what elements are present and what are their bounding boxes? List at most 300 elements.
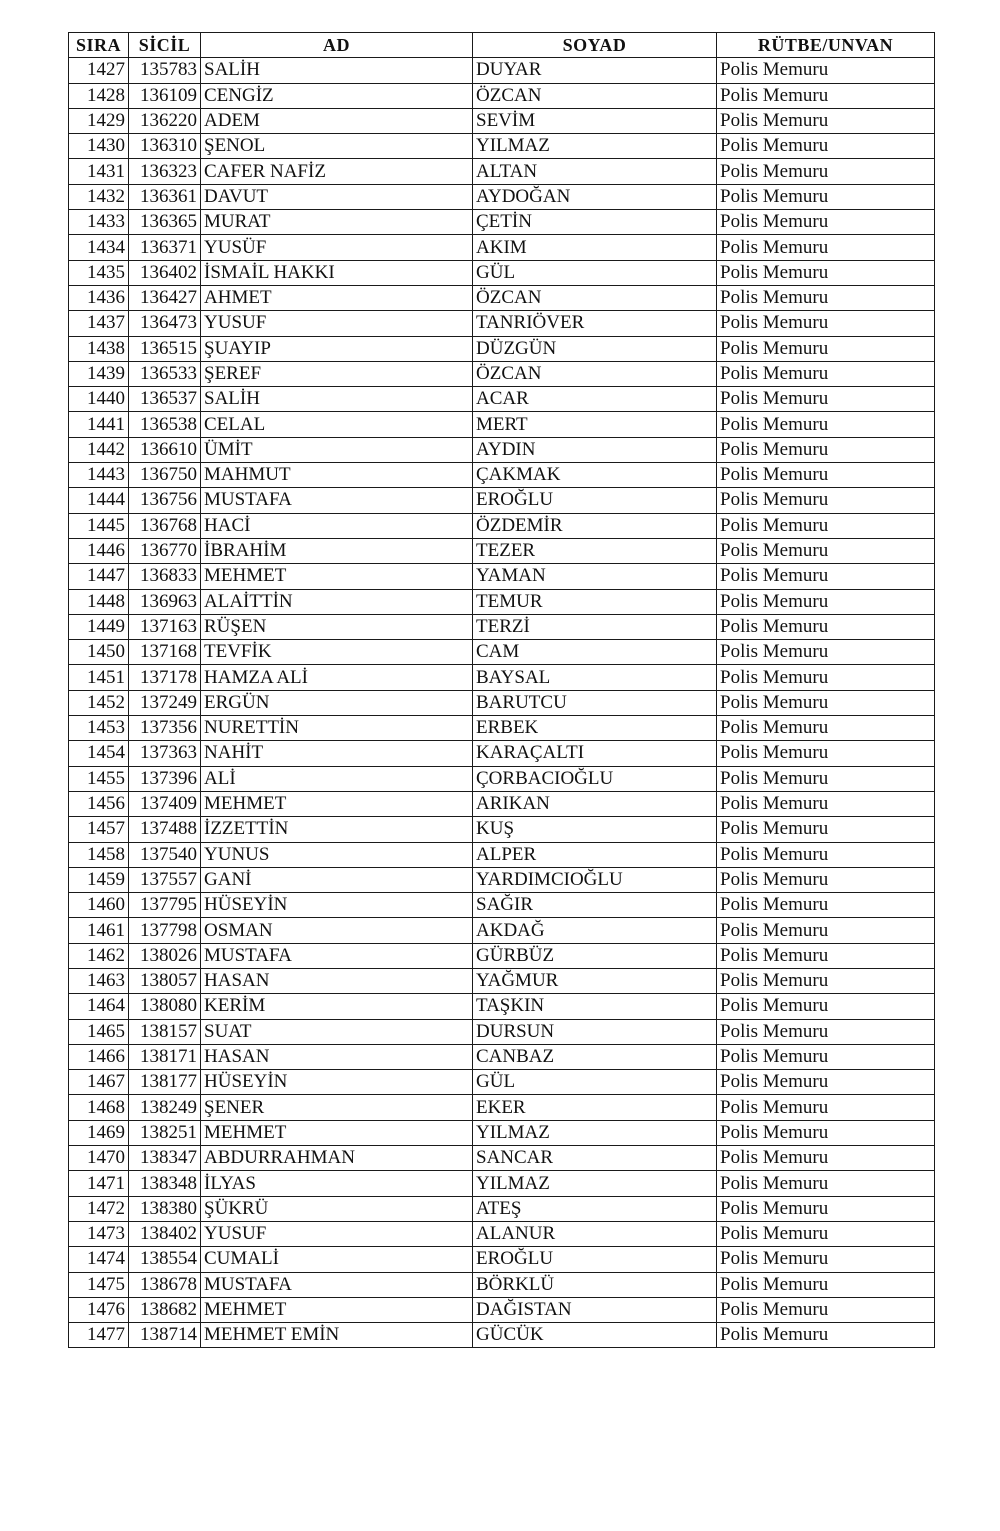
table-row [69, 690, 935, 715]
cell-soyad: SEVİM [473, 108, 717, 133]
table-body [69, 58, 935, 1348]
cell-sicil: 136538 [129, 412, 201, 437]
cell-ad: ŞEREF [201, 361, 473, 386]
table-row [69, 260, 935, 285]
cell-ad: YUSUF [201, 1221, 473, 1246]
cell-ad: YUSÜF [201, 235, 473, 260]
cell-soyad: YILMAZ [473, 1120, 717, 1145]
cell-soyad: AYDIN [473, 437, 717, 462]
table-row [69, 1196, 935, 1221]
cell-sicil: 136427 [129, 285, 201, 310]
cell-sira: 1472 [69, 1196, 129, 1221]
cell-soyad: ÖZCAN [473, 285, 717, 310]
cell-soyad: YILMAZ [473, 1171, 717, 1196]
cell-soyad: YAMAN [473, 564, 717, 589]
cell-ad: MEHMET [201, 1297, 473, 1322]
cell-soyad: SAĞIR [473, 893, 717, 918]
cell-soyad: ÖZCAN [473, 361, 717, 386]
cell-rutbe: Polis Memuru [717, 1247, 935, 1272]
cell-rutbe: Polis Memuru [717, 1019, 935, 1044]
cell-soyad: GÜL [473, 260, 717, 285]
cell-soyad: KARAÇALTI [473, 741, 717, 766]
table-row [69, 58, 935, 83]
cell-sicil: 138080 [129, 994, 201, 1019]
table-row [69, 1272, 935, 1297]
cell-soyad: ÇETİN [473, 210, 717, 235]
cell-ad: ŞENER [201, 1095, 473, 1120]
cell-ad: HACİ [201, 513, 473, 538]
cell-ad: ERGÜN [201, 690, 473, 715]
table-row [69, 83, 935, 108]
cell-ad: CAFER NAFİZ [201, 159, 473, 184]
cell-rutbe: Polis Memuru [717, 1272, 935, 1297]
cell-rutbe: Polis Memuru [717, 285, 935, 310]
cell-soyad: BAYSAL [473, 665, 717, 690]
cell-rutbe: Polis Memuru [717, 1196, 935, 1221]
cell-soyad: DÜZGÜN [473, 336, 717, 361]
cell-soyad: YARDIMCIOĞLU [473, 867, 717, 892]
cell-sicil: 138402 [129, 1221, 201, 1246]
cell-soyad: BÖRKLÜ [473, 1272, 717, 1297]
table-row [69, 159, 935, 184]
cell-sicil: 136750 [129, 463, 201, 488]
cell-ad: İSMAİL HAKKI [201, 260, 473, 285]
cell-ad: ALİ [201, 766, 473, 791]
cell-rutbe: Polis Memuru [717, 437, 935, 462]
cell-sicil: 136610 [129, 437, 201, 462]
cell-rutbe: Polis Memuru [717, 842, 935, 867]
cell-ad: SALİH [201, 58, 473, 83]
cell-soyad: TEZER [473, 538, 717, 563]
cell-sira: 1466 [69, 1044, 129, 1069]
cell-rutbe: Polis Memuru [717, 184, 935, 209]
cell-sicil: 137795 [129, 893, 201, 918]
cell-ad: HÜSEYİN [201, 893, 473, 918]
table-row [69, 943, 935, 968]
cell-rutbe: Polis Memuru [717, 134, 935, 159]
cell-sicil: 138171 [129, 1044, 201, 1069]
table-row [69, 361, 935, 386]
header-soyad: SOYAD [473, 33, 717, 58]
cell-soyad: ÖZDEMİR [473, 513, 717, 538]
table-row [69, 134, 935, 159]
cell-rutbe: Polis Memuru [717, 994, 935, 1019]
cell-ad: GANİ [201, 867, 473, 892]
cell-rutbe: Polis Memuru [717, 791, 935, 816]
cell-sicil: 138714 [129, 1323, 201, 1348]
cell-rutbe: Polis Memuru [717, 867, 935, 892]
cell-soyad: AKDAĞ [473, 918, 717, 943]
cell-sicil: 138249 [129, 1095, 201, 1120]
cell-rutbe: Polis Memuru [717, 614, 935, 639]
table-row [69, 968, 935, 993]
cell-soyad: GÜCÜK [473, 1323, 717, 1348]
cell-sicil: 138177 [129, 1070, 201, 1095]
cell-sicil: 138057 [129, 968, 201, 993]
cell-sicil: 135783 [129, 58, 201, 83]
cell-sira: 1437 [69, 311, 129, 336]
cell-sicil: 136402 [129, 260, 201, 285]
table-row [69, 437, 935, 462]
cell-ad: SUAT [201, 1019, 473, 1044]
cell-rutbe: Polis Memuru [717, 210, 935, 235]
cell-ad: KERİM [201, 994, 473, 1019]
cell-soyad: CAM [473, 640, 717, 665]
table-row [69, 665, 935, 690]
table-row [69, 1044, 935, 1069]
table-row [69, 1221, 935, 1246]
cell-rutbe: Polis Memuru [717, 387, 935, 412]
cell-sira: 1450 [69, 640, 129, 665]
cell-sira: 1439 [69, 361, 129, 386]
cell-sicil: 137396 [129, 766, 201, 791]
cell-ad: DAVUT [201, 184, 473, 209]
cell-sira: 1462 [69, 943, 129, 968]
cell-rutbe: Polis Memuru [717, 488, 935, 513]
cell-soyad: ALANUR [473, 1221, 717, 1246]
cell-rutbe: Polis Memuru [717, 968, 935, 993]
cell-sicil: 136537 [129, 387, 201, 412]
cell-ad: HASAN [201, 1044, 473, 1069]
cell-soyad: GÜRBÜZ [473, 943, 717, 968]
cell-sira: 1432 [69, 184, 129, 209]
cell-ad: MUSTAFA [201, 488, 473, 513]
table-row [69, 1095, 935, 1120]
cell-ad: ABDURRAHMAN [201, 1146, 473, 1171]
cell-rutbe: Polis Memuru [717, 690, 935, 715]
cell-soyad: ÇAKMAK [473, 463, 717, 488]
cell-sira: 1452 [69, 690, 129, 715]
cell-soyad: EROĞLU [473, 488, 717, 513]
cell-ad: ŞUAYIP [201, 336, 473, 361]
cell-soyad: SANCAR [473, 1146, 717, 1171]
cell-rutbe: Polis Memuru [717, 640, 935, 665]
table-row [69, 842, 935, 867]
cell-sira: 1474 [69, 1247, 129, 1272]
table-row [69, 791, 935, 816]
cell-sicil: 137249 [129, 690, 201, 715]
cell-soyad: ARIKAN [473, 791, 717, 816]
cell-ad: MEHMET [201, 564, 473, 589]
table-row [69, 235, 935, 260]
cell-rutbe: Polis Memuru [717, 1297, 935, 1322]
cell-sicil: 138554 [129, 1247, 201, 1272]
cell-sira: 1470 [69, 1146, 129, 1171]
cell-sira: 1455 [69, 766, 129, 791]
cell-soyad: TAŞKIN [473, 994, 717, 1019]
cell-rutbe: Polis Memuru [717, 336, 935, 361]
cell-ad: MEHMET EMİN [201, 1323, 473, 1348]
table-row [69, 614, 935, 639]
cell-sira: 1429 [69, 108, 129, 133]
cell-soyad: ALTAN [473, 159, 717, 184]
cell-ad: MURAT [201, 210, 473, 235]
table-row [69, 184, 935, 209]
cell-rutbe: Polis Memuru [717, 463, 935, 488]
cell-ad: İBRAHİM [201, 538, 473, 563]
cell-sira: 1473 [69, 1221, 129, 1246]
cell-rutbe: Polis Memuru [717, 716, 935, 741]
cell-sicil: 138682 [129, 1297, 201, 1322]
cell-rutbe: Polis Memuru [717, 1171, 935, 1196]
table-row [69, 513, 935, 538]
cell-ad: MEHMET [201, 791, 473, 816]
cell-sira: 1469 [69, 1120, 129, 1145]
table-row [69, 1247, 935, 1272]
table-row [69, 766, 935, 791]
cell-soyad: TANRIÖVER [473, 311, 717, 336]
cell-sicil: 137409 [129, 791, 201, 816]
cell-ad: SALİH [201, 387, 473, 412]
cell-sira: 1465 [69, 1019, 129, 1044]
cell-sira: 1458 [69, 842, 129, 867]
table-row [69, 716, 935, 741]
cell-ad: CELAL [201, 412, 473, 437]
cell-ad: MEHMET [201, 1120, 473, 1145]
cell-rutbe: Polis Memuru [717, 83, 935, 108]
cell-sicil: 136533 [129, 361, 201, 386]
cell-sicil: 136756 [129, 488, 201, 513]
cell-soyad: GÜL [473, 1070, 717, 1095]
table-row [69, 311, 935, 336]
cell-sicil: 138348 [129, 1171, 201, 1196]
cell-sicil: 137168 [129, 640, 201, 665]
cell-sicil: 136109 [129, 83, 201, 108]
cell-sira: 1463 [69, 968, 129, 993]
table-row [69, 564, 935, 589]
cell-soyad: YAĞMUR [473, 968, 717, 993]
cell-sicil: 137363 [129, 741, 201, 766]
table-row [69, 640, 935, 665]
cell-sira: 1430 [69, 134, 129, 159]
cell-soyad: AYDOĞAN [473, 184, 717, 209]
table-row [69, 918, 935, 943]
cell-ad: YUSUF [201, 311, 473, 336]
cell-ad: ŞENOL [201, 134, 473, 159]
table-row [69, 1146, 935, 1171]
cell-sira: 1440 [69, 387, 129, 412]
table-row [69, 1171, 935, 1196]
cell-sicil: 137798 [129, 918, 201, 943]
cell-rutbe: Polis Memuru [717, 58, 935, 83]
cell-sira: 1471 [69, 1171, 129, 1196]
cell-sicil: 137488 [129, 817, 201, 842]
table-row [69, 867, 935, 892]
cell-sira: 1457 [69, 817, 129, 842]
cell-rutbe: Polis Memuru [717, 1044, 935, 1069]
header-sira: SIRA [69, 33, 129, 58]
cell-rutbe: Polis Memuru [717, 817, 935, 842]
header-rutbe: RÜTBE/UNVAN [717, 33, 935, 58]
cell-soyad: KUŞ [473, 817, 717, 842]
cell-sira: 1444 [69, 488, 129, 513]
cell-sicil: 136310 [129, 134, 201, 159]
cell-sira: 1468 [69, 1095, 129, 1120]
cell-sira: 1433 [69, 210, 129, 235]
cell-ad: OSMAN [201, 918, 473, 943]
cell-soyad: DURSUN [473, 1019, 717, 1044]
cell-soyad: TEMUR [473, 589, 717, 614]
cell-soyad: MERT [473, 412, 717, 437]
cell-sicil: 136323 [129, 159, 201, 184]
cell-sira: 1438 [69, 336, 129, 361]
cell-sira: 1446 [69, 538, 129, 563]
cell-ad: NURETTİN [201, 716, 473, 741]
cell-rutbe: Polis Memuru [717, 589, 935, 614]
cell-ad: CUMALİ [201, 1247, 473, 1272]
cell-sicil: 136361 [129, 184, 201, 209]
cell-sicil: 138157 [129, 1019, 201, 1044]
cell-sira: 1434 [69, 235, 129, 260]
cell-sicil: 138678 [129, 1272, 201, 1297]
cell-rutbe: Polis Memuru [717, 311, 935, 336]
cell-rutbe: Polis Memuru [717, 1070, 935, 1095]
cell-rutbe: Polis Memuru [717, 412, 935, 437]
cell-sicil: 136963 [129, 589, 201, 614]
cell-soyad: AKIM [473, 235, 717, 260]
cell-sicil: 137178 [129, 665, 201, 690]
table-row [69, 741, 935, 766]
cell-rutbe: Polis Memuru [717, 943, 935, 968]
cell-sicil: 136365 [129, 210, 201, 235]
cell-soyad: DUYAR [473, 58, 717, 83]
cell-sicil: 136371 [129, 235, 201, 260]
cell-sira: 1443 [69, 463, 129, 488]
cell-sira: 1445 [69, 513, 129, 538]
table-row [69, 412, 935, 437]
cell-sira: 1464 [69, 994, 129, 1019]
cell-sira: 1451 [69, 665, 129, 690]
cell-sira: 1460 [69, 893, 129, 918]
table-row [69, 1019, 935, 1044]
cell-ad: TEVFİK [201, 640, 473, 665]
cell-ad: AHMET [201, 285, 473, 310]
cell-soyad: DAĞISTAN [473, 1297, 717, 1322]
cell-sicil: 136473 [129, 311, 201, 336]
cell-ad: MAHMUT [201, 463, 473, 488]
cell-sicil: 137163 [129, 614, 201, 639]
cell-rutbe: Polis Memuru [717, 108, 935, 133]
table-row [69, 285, 935, 310]
table-row [69, 538, 935, 563]
cell-sira: 1467 [69, 1070, 129, 1095]
cell-sira: 1427 [69, 58, 129, 83]
cell-sicil: 138251 [129, 1120, 201, 1145]
personnel-table [68, 32, 935, 1348]
cell-sira: 1431 [69, 159, 129, 184]
cell-ad: NAHİT [201, 741, 473, 766]
header-ad: AD [201, 33, 473, 58]
table-row [69, 1323, 935, 1348]
cell-soyad: YILMAZ [473, 134, 717, 159]
cell-soyad: EKER [473, 1095, 717, 1120]
cell-sicil: 136220 [129, 108, 201, 133]
cell-ad: ÜMİT [201, 437, 473, 462]
cell-rutbe: Polis Memuru [717, 159, 935, 184]
cell-rutbe: Polis Memuru [717, 235, 935, 260]
cell-soyad: ÖZCAN [473, 83, 717, 108]
cell-ad: RÜŞEN [201, 614, 473, 639]
cell-soyad: CANBAZ [473, 1044, 717, 1069]
cell-soyad: ÇORBACIOĞLU [473, 766, 717, 791]
cell-soyad: ALPER [473, 842, 717, 867]
table-row [69, 1297, 935, 1322]
cell-ad: ŞÜKRÜ [201, 1196, 473, 1221]
cell-sicil: 137540 [129, 842, 201, 867]
cell-sira: 1435 [69, 260, 129, 285]
cell-rutbe: Polis Memuru [717, 1120, 935, 1145]
cell-rutbe: Polis Memuru [717, 1146, 935, 1171]
table-row [69, 817, 935, 842]
table-row [69, 387, 935, 412]
table-row [69, 589, 935, 614]
cell-ad: İLYAS [201, 1171, 473, 1196]
cell-ad: HAMZA ALİ [201, 665, 473, 690]
cell-sira: 1475 [69, 1272, 129, 1297]
cell-sira: 1477 [69, 1323, 129, 1348]
cell-sira: 1428 [69, 83, 129, 108]
table-row [69, 108, 935, 133]
cell-sira: 1453 [69, 716, 129, 741]
header-row [69, 33, 935, 58]
cell-sira: 1459 [69, 867, 129, 892]
table-row [69, 893, 935, 918]
cell-soyad: TERZİ [473, 614, 717, 639]
cell-ad: MUSTAFA [201, 943, 473, 968]
table-row [69, 1120, 935, 1145]
cell-sira: 1436 [69, 285, 129, 310]
cell-sira: 1454 [69, 741, 129, 766]
cell-ad: MUSTAFA [201, 1272, 473, 1297]
header-sicil: SİCİL [129, 33, 201, 58]
cell-rutbe: Polis Memuru [717, 260, 935, 285]
cell-sira: 1449 [69, 614, 129, 639]
cell-sira: 1442 [69, 437, 129, 462]
cell-ad: İZZETTİN [201, 817, 473, 842]
cell-rutbe: Polis Memuru [717, 1095, 935, 1120]
cell-rutbe: Polis Memuru [717, 1221, 935, 1246]
cell-sicil: 138380 [129, 1196, 201, 1221]
cell-rutbe: Polis Memuru [717, 564, 935, 589]
cell-sicil: 136768 [129, 513, 201, 538]
table-row [69, 994, 935, 1019]
cell-ad: ALAİTTİN [201, 589, 473, 614]
cell-rutbe: Polis Memuru [717, 741, 935, 766]
cell-soyad: ATEŞ [473, 1196, 717, 1221]
cell-rutbe: Polis Memuru [717, 538, 935, 563]
cell-rutbe: Polis Memuru [717, 361, 935, 386]
cell-ad: ADEM [201, 108, 473, 133]
cell-ad: CENGİZ [201, 83, 473, 108]
cell-sicil: 136770 [129, 538, 201, 563]
cell-soyad: BARUTCU [473, 690, 717, 715]
cell-sicil: 138026 [129, 943, 201, 968]
table-row [69, 488, 935, 513]
cell-rutbe: Polis Memuru [717, 665, 935, 690]
cell-sira: 1456 [69, 791, 129, 816]
cell-sicil: 138347 [129, 1146, 201, 1171]
cell-rutbe: Polis Memuru [717, 893, 935, 918]
table-row [69, 336, 935, 361]
cell-ad: YUNUS [201, 842, 473, 867]
cell-soyad: ERBEK [473, 716, 717, 741]
cell-sicil: 137557 [129, 867, 201, 892]
cell-sira: 1448 [69, 589, 129, 614]
cell-sira: 1461 [69, 918, 129, 943]
cell-sira: 1447 [69, 564, 129, 589]
cell-sira: 1476 [69, 1297, 129, 1322]
cell-rutbe: Polis Memuru [717, 766, 935, 791]
